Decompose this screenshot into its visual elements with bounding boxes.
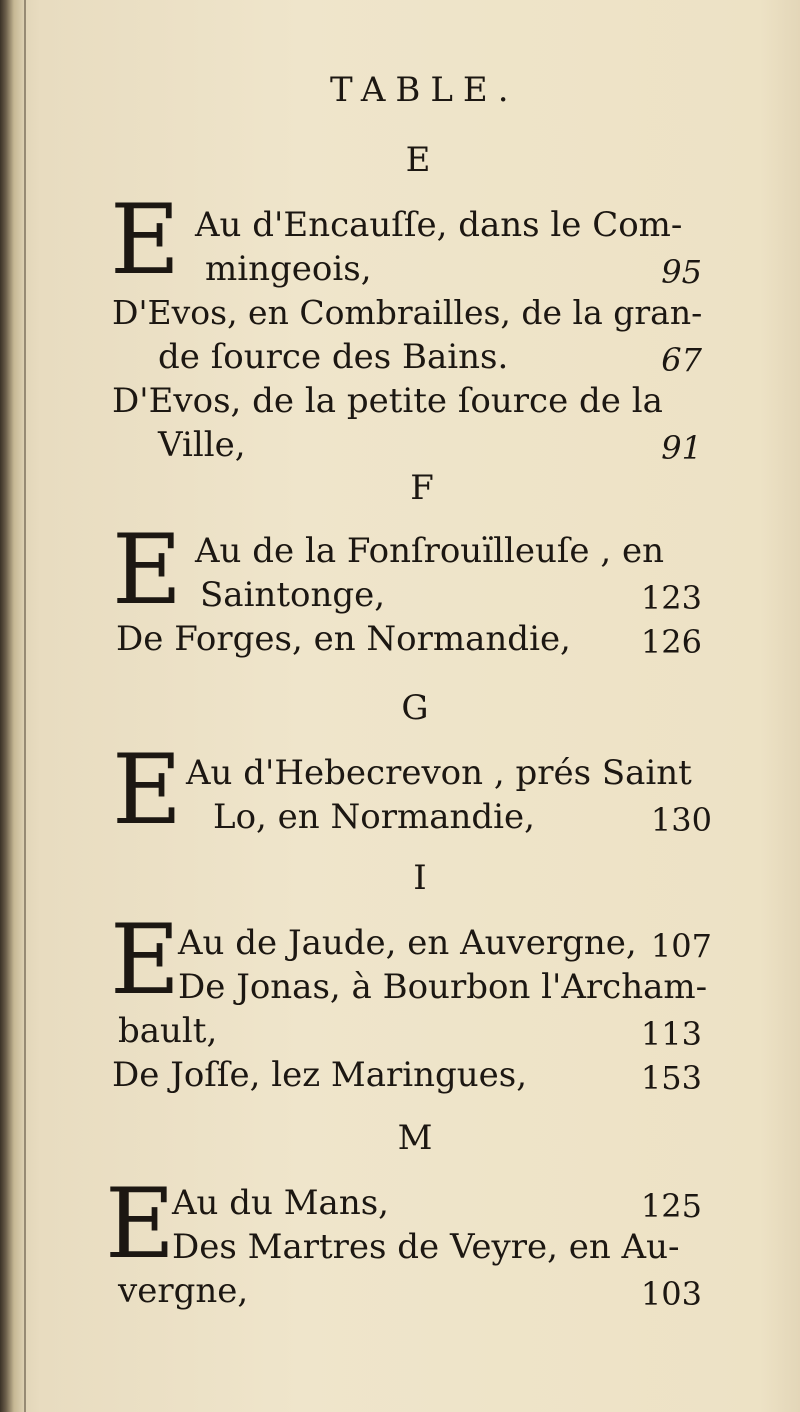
dropcap-e: E bbox=[105, 1168, 176, 1280]
entry-line: bault, bbox=[118, 1011, 218, 1051]
entry-line: De Joſſe, lez Maringues, bbox=[112, 1055, 528, 1095]
page-number: 126 bbox=[640, 623, 702, 661]
page-number: 123 bbox=[640, 579, 702, 617]
entry-line: Saintonge, bbox=[200, 575, 386, 615]
entry-line: mingeois, bbox=[205, 249, 372, 289]
page-number: 113 bbox=[640, 1015, 702, 1053]
entry-line: vergne, bbox=[118, 1271, 249, 1311]
dropcap-e: E bbox=[112, 734, 183, 846]
dropcap-e: E bbox=[110, 904, 181, 1016]
page-number: 91 bbox=[661, 429, 702, 467]
dropcap-e: E bbox=[112, 514, 183, 626]
running-head: TABLE. bbox=[330, 70, 519, 110]
section-letter-g: G bbox=[401, 688, 429, 728]
entry-line: Lo, en Normandie, bbox=[213, 797, 535, 837]
page-number: 103 bbox=[640, 1275, 702, 1313]
page-number: 153 bbox=[640, 1059, 702, 1097]
entry-line: Au d'Hebecrevon , prés Saint bbox=[186, 753, 692, 793]
entry-line: D'Evos, en Combrailles, de la gran- bbox=[112, 293, 703, 332]
entry-line: Au d'Encauſſe, dans le Com- bbox=[195, 205, 683, 245]
entry-line: Au de la Fonſrouïlleuſe , en bbox=[195, 531, 664, 571]
section-letter-f: F bbox=[410, 468, 434, 508]
entry-line: De Jonas, à Bourbon l'Archam- bbox=[178, 967, 708, 1007]
page-number: 95 bbox=[661, 253, 702, 291]
entry-line: de ſource des Bains. bbox=[158, 337, 509, 377]
entry-line: Ville, bbox=[158, 425, 246, 465]
section-letter-e: E bbox=[405, 140, 431, 180]
page-fold-line bbox=[24, 0, 26, 1412]
section-letter-i: I bbox=[413, 858, 427, 898]
entry-line: Au de Jaude, en Auvergne, bbox=[178, 923, 637, 963]
section-letter-m: M bbox=[397, 1118, 433, 1158]
entry-line: De Forges, en Normandie, bbox=[116, 619, 571, 659]
page-number: 107 bbox=[650, 927, 712, 965]
page-number: 125 bbox=[640, 1187, 702, 1225]
page-number: 130 bbox=[650, 801, 712, 839]
page-binding-edge bbox=[0, 0, 26, 1412]
entry-line: Au du Mans, bbox=[172, 1183, 389, 1223]
entry-line: D'Evos, de la petite ſource de la bbox=[112, 381, 663, 421]
entry-line: Des Martres de Veyre, en Au- bbox=[172, 1227, 680, 1267]
dropcap-e: E bbox=[110, 184, 181, 296]
page-number: 67 bbox=[661, 341, 702, 379]
